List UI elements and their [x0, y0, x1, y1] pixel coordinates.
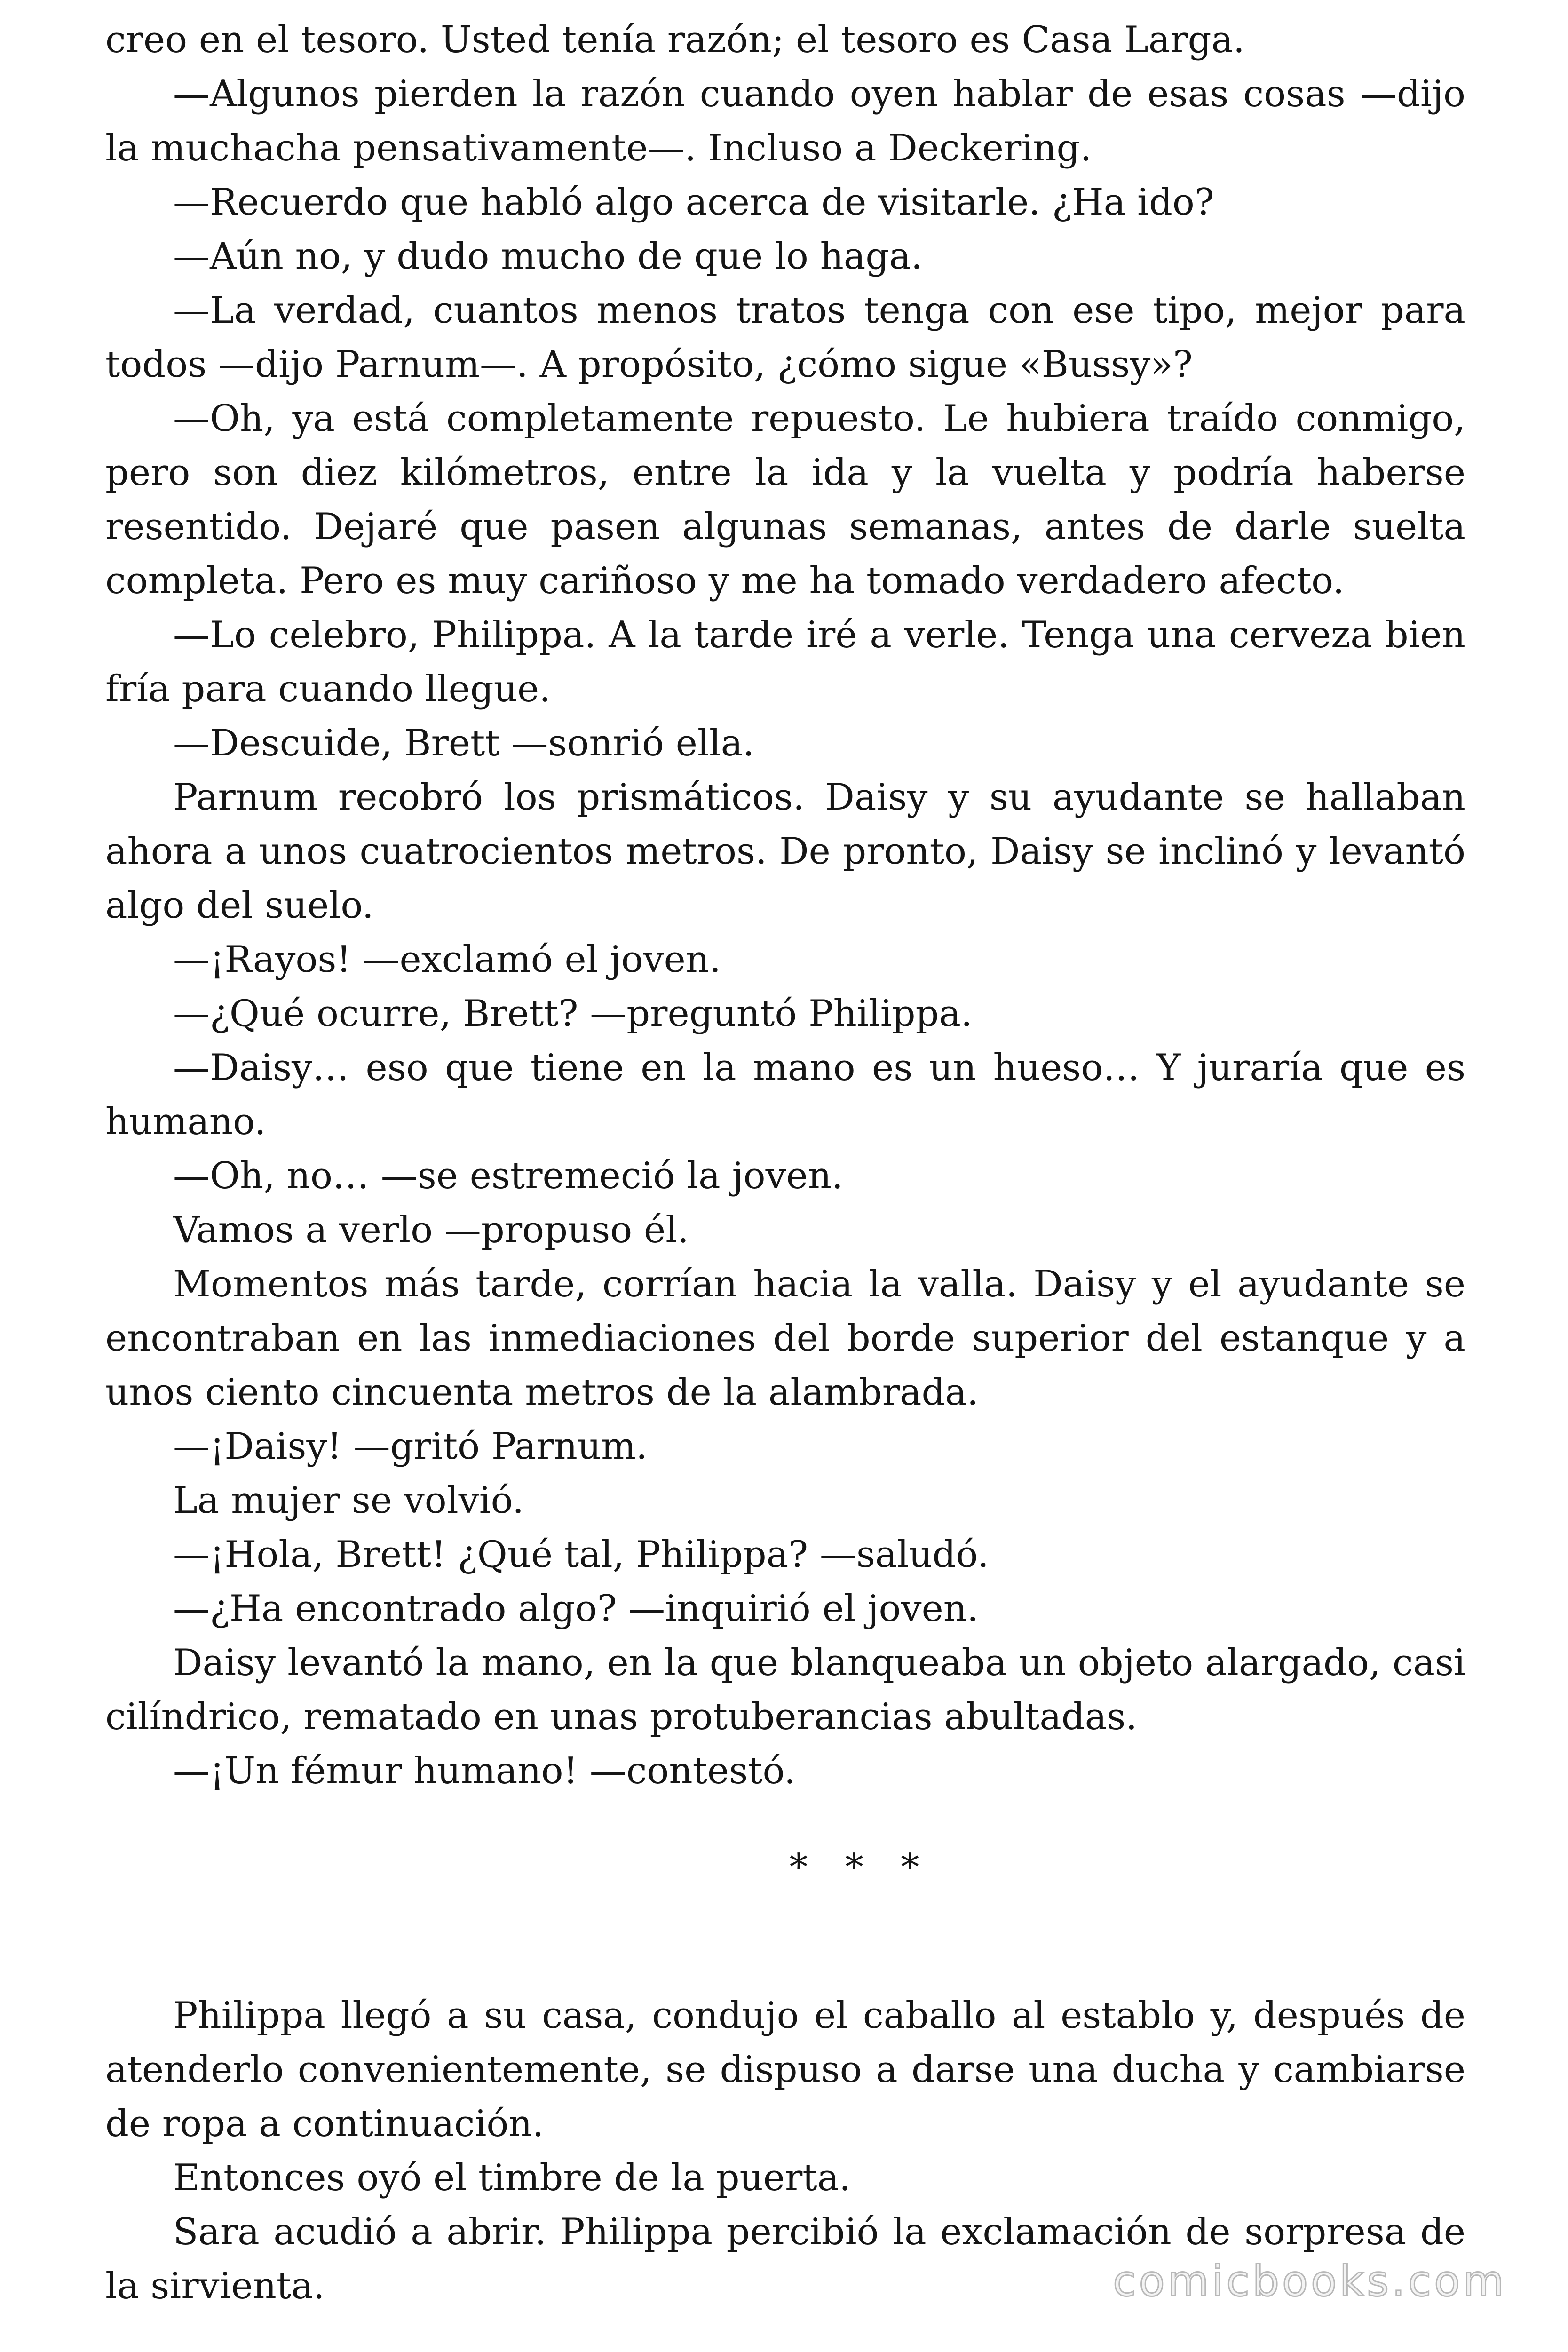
paragraph: —Lo celebro, Philippa. A la tarde iré a verle. Tenga una cerveza bien fría para cuando llegue. [105, 614, 1465, 710]
paragraph: —¡Rayos! —exclamó el joven. [173, 938, 721, 981]
paragraph: —¡Un fémur humano! —contestó. [173, 1750, 796, 1792]
paragraph: —¿Ha encontrado algo? —inquirió el joven. [173, 1588, 979, 1630]
paragraph: —Algunos pierden la razón cuando oyen hablar de esas cosas —dijo la muchacha pensativamente—. Incluso a Deckering. [105, 73, 1465, 169]
paragraph: Parnum recobró los prismáticos. Daisy y su ayudante se hallaban ahora a unos cuatrocientos metros. De pronto, Daisy se inclinó y levantó algo del suelo. [105, 776, 1465, 927]
paragraph: Philippa llegó a su casa, condujo el caballo al establo y, después de atenderlo convenientemente, se dispuso a darse una ducha y cambiarse de ropa a continuación. [105, 1994, 1465, 2145]
paragraph: Sara acudió a abrir. Philippa percibió la exclamación de sorpresa de la sirvienta. [105, 2211, 1465, 2307]
paragraph: —La verdad, cuantos menos tratos tenga con ese tipo, mejor para todos —dijo Parnum—. A propósito, ¿cómo sigue «Bussy»? [105, 289, 1465, 386]
watermark: comicbooks.com [1113, 2257, 1507, 2306]
paragraph: —¿Qué ocurre, Brett? —preguntó Philippa. [173, 993, 973, 1035]
paragraph: —Oh, ya está completamente repuesto. Le hubiera traído conmigo, pero son diez kilómetros, entre la ida y la vuelta y podría haberse resentido. Dejaré que pasen algunas semanas, antes de darle suelta completa. Pero es muy cariñoso y me ha tomado verdadero afecto. [105, 397, 1465, 602]
paragraph: Momentos más tarde, corrían hacia la valla. Daisy y el ayudante se encontraban en las inmediaciones del borde superior del estanque y a unos ciento cincuenta metros de la alambrada. [105, 1263, 1465, 1414]
paragraph: Entonces oyó el timbre de la puerta. [173, 2157, 851, 2199]
paragraph: Daisy levantó la mano, en la que blanqueaba un objeto alargado, casi cilíndrico, rematado en unas protuberancias abultadas. [105, 1642, 1465, 1738]
paragraph: —Daisy… eso que tiene en la mano es un hueso… Y juraría que es humano. [105, 1047, 1465, 1143]
paragraph: —¡Daisy! —gritó Parnum. [173, 1425, 648, 1468]
paragraph: —Oh, no… —se estremeció la joven. [173, 1155, 843, 1197]
paragraph: La mujer se volvió. [173, 1479, 524, 1522]
paragraph: —¡Hola, Brett! ¿Qué tal, Philippa? —saludó. [173, 1534, 989, 1576]
scene-break: * * * [789, 1846, 932, 1889]
page-body [105, 13, 1465, 2313]
paragraph: creo en el tesoro. Usted tenía razón; el tesoro es Casa Larga. [105, 19, 1245, 61]
paragraph: —Descuide, Brett —sonrió ella. [173, 722, 755, 764]
paragraph: —Recuerdo que habló algo acerca de visitarle. ¿Ha ido? [173, 181, 1214, 223]
paragraphs-before-break [105, 13, 1465, 1798]
paragraph: Vamos a verlo —propuso él. [173, 1209, 689, 1251]
paragraph: —Aún no, y dudo mucho de que lo haga. [173, 235, 923, 278]
